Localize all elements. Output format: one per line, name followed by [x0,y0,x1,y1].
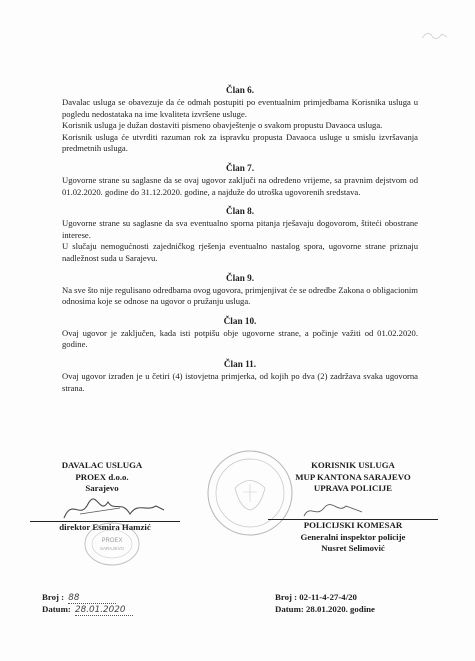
corner-scribble [420,28,450,42]
provider-party-label: DAVALAC USLUGA [61,460,143,470]
client-date-line: Datum: 28.01.2020. godine [275,604,375,614]
client-ministry-name: MUP KANTONA SARAJEVO [295,471,411,482]
provider-date-value: 28.01.2020 [75,605,133,616]
provider-company-name: PROEX d.o.o. [75,471,129,482]
provider-city: Sarajevo [85,483,119,493]
article-heading: Član 7. [225,162,255,173]
client-signature-block [268,460,438,495]
provider-number-label: Broj : [42,592,65,602]
client-signatory [268,518,438,555]
provider-director-name: direktor Esmira Hamzić [59,522,151,532]
article-paragraph: Ovaj ugovor izrađen je u četiri (4) istovjetna primjerka, od kojih po dva (2) zadržava svaka ugovorna strana. [62,370,418,393]
article-8 [62,206,418,264]
article-paragraph: Ovaj ugovor je zaključen, kada isti potpišu obje ugovorne strane, a počinje važiti od 01.02.2020. godine. [62,327,418,350]
client-signatory-title: POLICIJSKI KOMESAR [303,520,403,530]
provider-date-label: Datum: [42,604,71,614]
article-heading: Član 6. [225,85,255,95]
article-paragraph: Korisnik usluga je dužan dostaviti pismeno obavještenje o svakom propustu Davaoca usluga. [62,120,383,131]
stamp-city-text: SARAJEVO [99,546,125,551]
article-11 [62,359,418,394]
article-10 [62,316,418,351]
article-heading: Član 8. [225,206,255,217]
article-heading: Član 10. [223,315,257,326]
article-6 [62,85,418,155]
article-paragraph: Na sve što nije regulisano odredbama ovog ugovora, primjenjivat će se odredbe Zakona o obligacionim odnosima koje se odnose na ugovor o pružanju usluga. [62,284,418,307]
article-paragraph: Korisnik usluga će utvrditi razuman rok za ispravku propusta Davaoca usluge u smislu izvršavanja predmetnih usluga. [62,131,418,154]
article-paragraph: Davalac usluga se obavezuje da će odmah postupiti po eventualnim primjedbama Korisnika usluga u pogledu nedostataka na ime kvaliteta izvršene usluge. [62,97,418,119]
client-party-label: KORISNIK USLUGA [311,460,395,470]
article-heading: Član 11. [223,358,257,369]
client-department: UPRAVA POLICIJE [313,483,393,493]
article-paragraph: Ugovorne strane su saglasne da se ovaj ugovor zaključi na određeno vrijeme, sa pravnim dejstvom od 01.02.2020. godine do 31.12.2020. godine, a najduže do utroška ugovorenih sredstava. [62,174,418,197]
article-7 [62,163,418,198]
article-paragraph: Ugovorne strane su saglasne da sva eventualno sporna pitanja rješavaju dogovorom, štiteći obostrane interese. [62,218,418,240]
provider-date-line [42,604,133,616]
provider-number-value: 88 [68,593,116,604]
provider-number-line [42,592,116,604]
client-number-line: Broj : 02-11-4-27-4/20 [275,592,357,602]
article-9 [62,273,418,308]
article-paragraph: U slučaju nemogućnosti zajedničkog rješenja eventualno nastalog spora, ugovorne strane priznaju nadležnost suda u Sarajevu. [62,241,418,263]
provider-signature-block [42,460,162,495]
provider-signatory [30,520,180,534]
contract-body [62,85,418,394]
client-signatory-name: Nusret Selimović [321,543,385,553]
client-signatory-role: Generalni inspektor policije [300,531,406,542]
article-heading: Član 9. [225,272,255,283]
stamp-company-text: PROEX [101,538,123,544]
